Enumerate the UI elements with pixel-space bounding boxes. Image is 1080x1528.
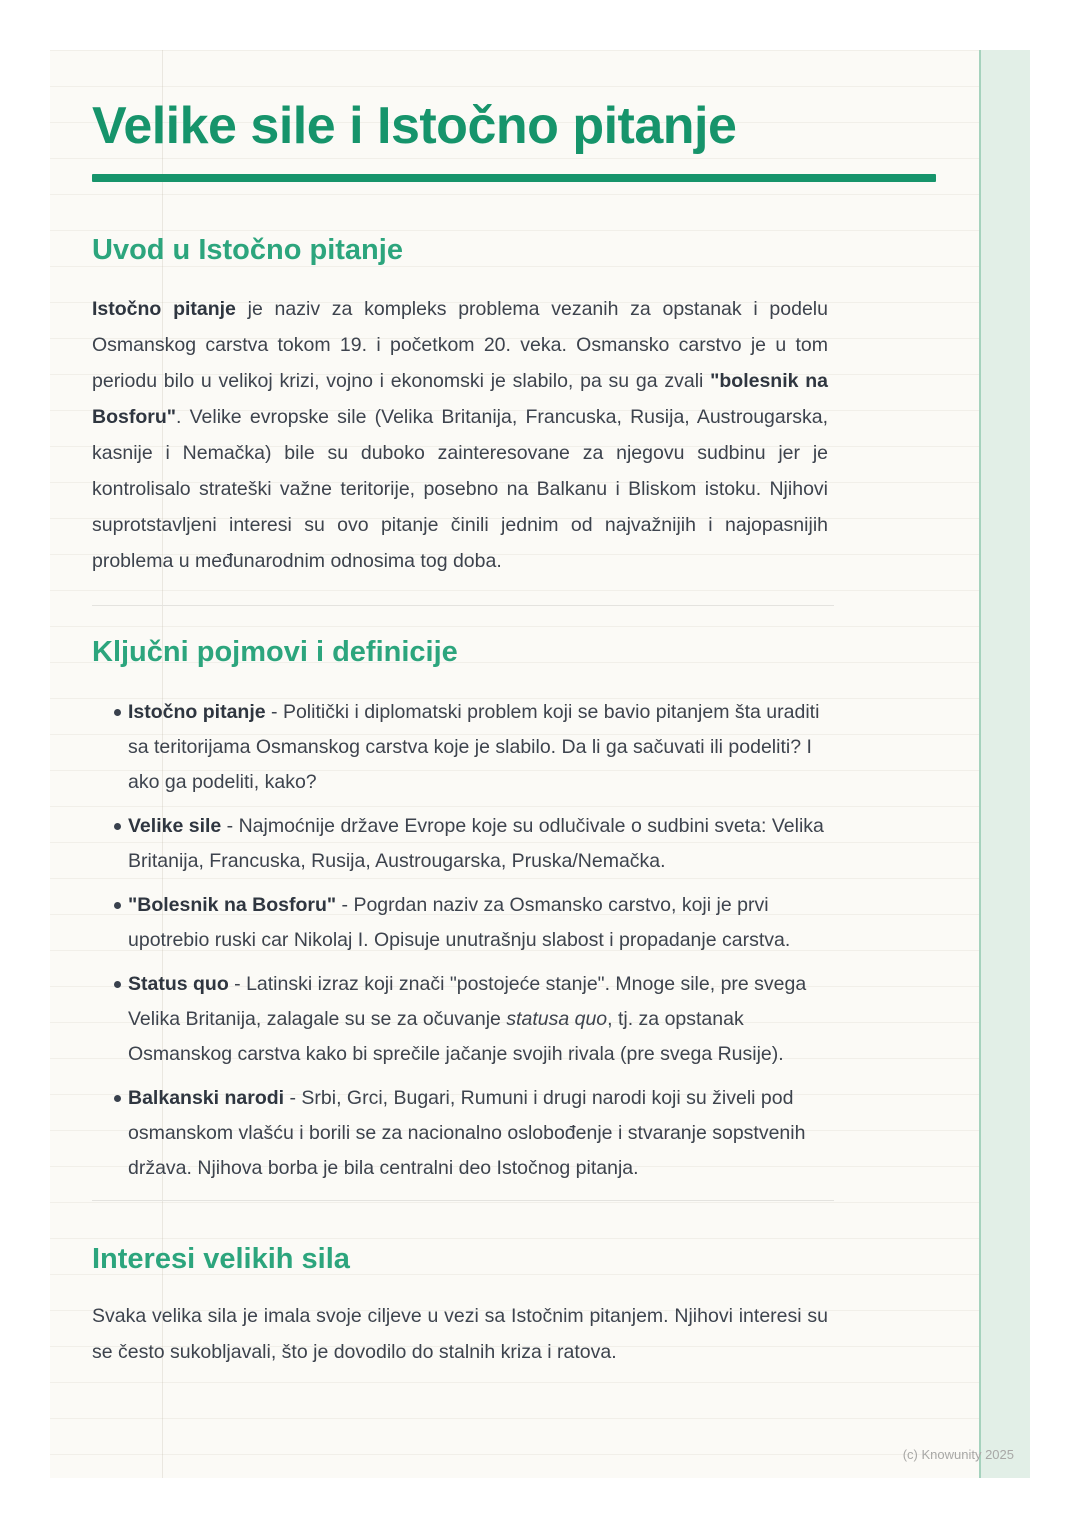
text-run: "Bolesnik na Bosforu" — [128, 894, 337, 917]
section-divider — [92, 1200, 834, 1201]
text-run: Istočno pitanje — [92, 298, 236, 321]
section-heading-interesi: Interesi velikih sila — [92, 1243, 350, 1276]
text-run: je naziv za kompleks problema vezanih za opstanak i podelu Osmanskog carstva tokom 19. i početkom 20. veka. Osmansko carstvo je u tom periodu bilo u velikoj krizi, vojno i ekonomski je slabilo, pa su ga zvali — [92, 298, 828, 393]
text-run: "bolesnik na Bosforu" — [92, 370, 828, 429]
section-interesi — [92, 1243, 1030, 1370]
text-run: - Najmoćnije države Evrope koje su odlučivale o sudbini sveta: Velika Britanija, Francuska, Rusija, Austrougarska, Pruska/Nemačka. — [128, 815, 824, 873]
text-run: Velike sile — [128, 815, 222, 838]
page-content — [50, 50, 1030, 1478]
copyright: (c) Knowunity 2025 — [902, 1447, 1014, 1462]
definitions-list — [92, 695, 828, 1186]
page-title: Velike sile i Istočno pitanje — [92, 97, 737, 155]
interests-paragraph — [92, 1298, 828, 1370]
document-page — [50, 50, 1030, 1478]
text-run: statusa quo — [506, 1008, 608, 1031]
section-pojmovi — [92, 636, 1030, 1201]
text-run: . Velike evropske sile (Velika Britanija, Francuska, Rusija, Austrougarska, kasnije i Nemačka) bile su duboko zainteresovane za njegovu sudbinu jer je kontrolisalo strateški važne teritorije, posebno na Balkanu i Bliskom istoku. Njihovi suprotstavljeni interesi su ovo pitanje činili jednim od najvažnijih i najopasnijih problema u međunarodnim odnosima tog doba. — [92, 406, 828, 573]
definition-item — [92, 809, 828, 879]
text-run: - Pogrdan naziv za Osmansko carstvo, koji je prvi upotrebio ruski car Nikolaj I. Opisuje unutrašnju slabost i propadanje carstva. — [128, 894, 791, 952]
text-run: , tj. za opstanak Osmanskog carstva kako bi sprečile jačanje svojih rivala (pre svega Rusije). — [128, 1008, 784, 1066]
section-heading-pojmovi: Ključni pojmovi i definicije — [92, 636, 458, 669]
text-run: Svaka velika sila je imala svoje ciljeve u vezi sa Istočnim pitanjem. Njihovi interesi su se često sukobljavali, što je dovodilo do stalnih kriza i ratova. — [92, 1305, 828, 1364]
section-divider — [92, 605, 834, 606]
intro-paragraph — [92, 291, 828, 579]
text-run: - Politički i diplomatski problem koji se bavio pitanjem šta uraditi sa teritorijama Osmanskog carstva koje je slabilo. Da li ga sačuvati ili podeliti? I ako ga podeliti, kako? — [128, 701, 820, 794]
section-uvod — [92, 234, 1030, 606]
text-run: Status quo — [128, 973, 229, 996]
text-run: Balkanski narodi — [128, 1087, 285, 1110]
text-run: - Latinski izraz koji znači "postojeće stanje". Mnoge sile, pre svega Velika Britanija, zalagale su se za očuvanje — [128, 973, 807, 1031]
text-run: Istočno pitanje — [128, 701, 266, 724]
text-run: - Srbi, Grci, Bugari, Rumuni i drugi narodi koji su živeli pod osmanskom vlašću i borili se za nacionalno oslobođenje i stvaranje sopstvenih država. Njihova borba je bila centralni deo Istočnog pitanja. — [128, 1087, 806, 1180]
definition-item — [92, 967, 828, 1072]
definition-item — [92, 695, 828, 800]
definition-item — [92, 1081, 828, 1186]
definition-item — [92, 888, 828, 958]
title-underline — [92, 174, 936, 182]
section-heading-uvod: Uvod u Istočno pitanje — [92, 234, 403, 267]
